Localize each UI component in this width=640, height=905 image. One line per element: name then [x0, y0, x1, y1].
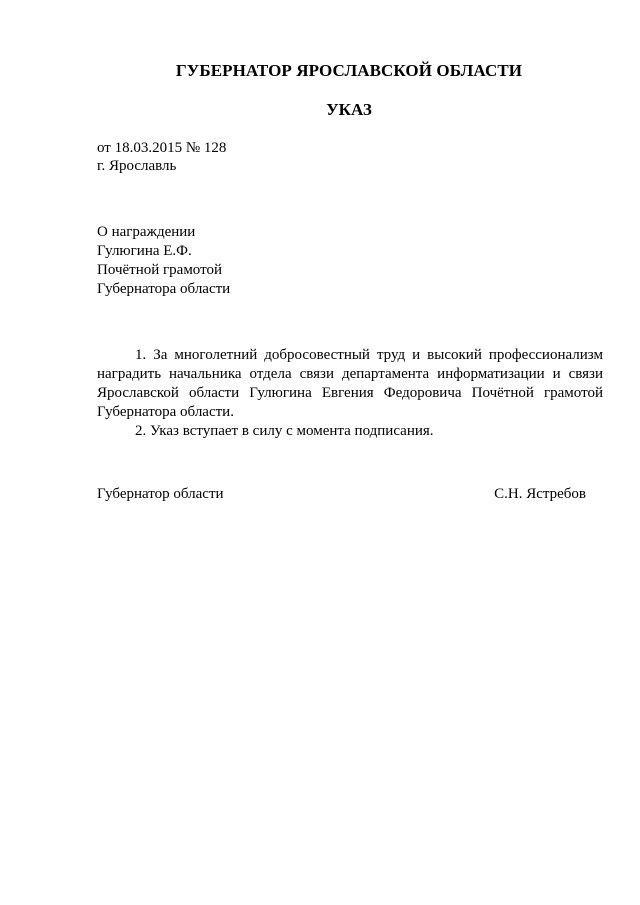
place-of-issue: г. Ярославль — [97, 158, 177, 174]
subject-line: Почётной грамотой — [97, 262, 222, 278]
signatory-title: Губернатор области — [97, 486, 224, 502]
issuing-authority-heading: ГУБЕРНАТОР ЯРОСЛАВСКОЙ ОБЛАСТИ — [175, 61, 523, 80]
subject-line: О награждении — [97, 224, 196, 240]
document-meta — [97, 139, 226, 175]
subject-line: Гулюгина Е.Ф. — [97, 243, 192, 259]
document-type-heading: УКАЗ — [326, 100, 372, 119]
decree-paragraph-1: 1. За многолетний добросовестный труд и высокий профессионализм наградить начальника отдела связи департамента информатизации и связи Ярославской области Гулюгина Евгения Федоровича Почётной грамотой Губернатора области. — [97, 347, 603, 420]
subject-line: Губернатора области — [97, 281, 231, 297]
decree-body — [97, 346, 603, 441]
signatory-name: С.Н. Ястребов — [494, 486, 586, 502]
decree-paragraph-2: 2. Указ вступает в силу с момента подписания. — [135, 423, 434, 439]
date-and-number: от 18.03.2015 № 128 — [97, 140, 227, 156]
subject-block — [97, 223, 230, 299]
